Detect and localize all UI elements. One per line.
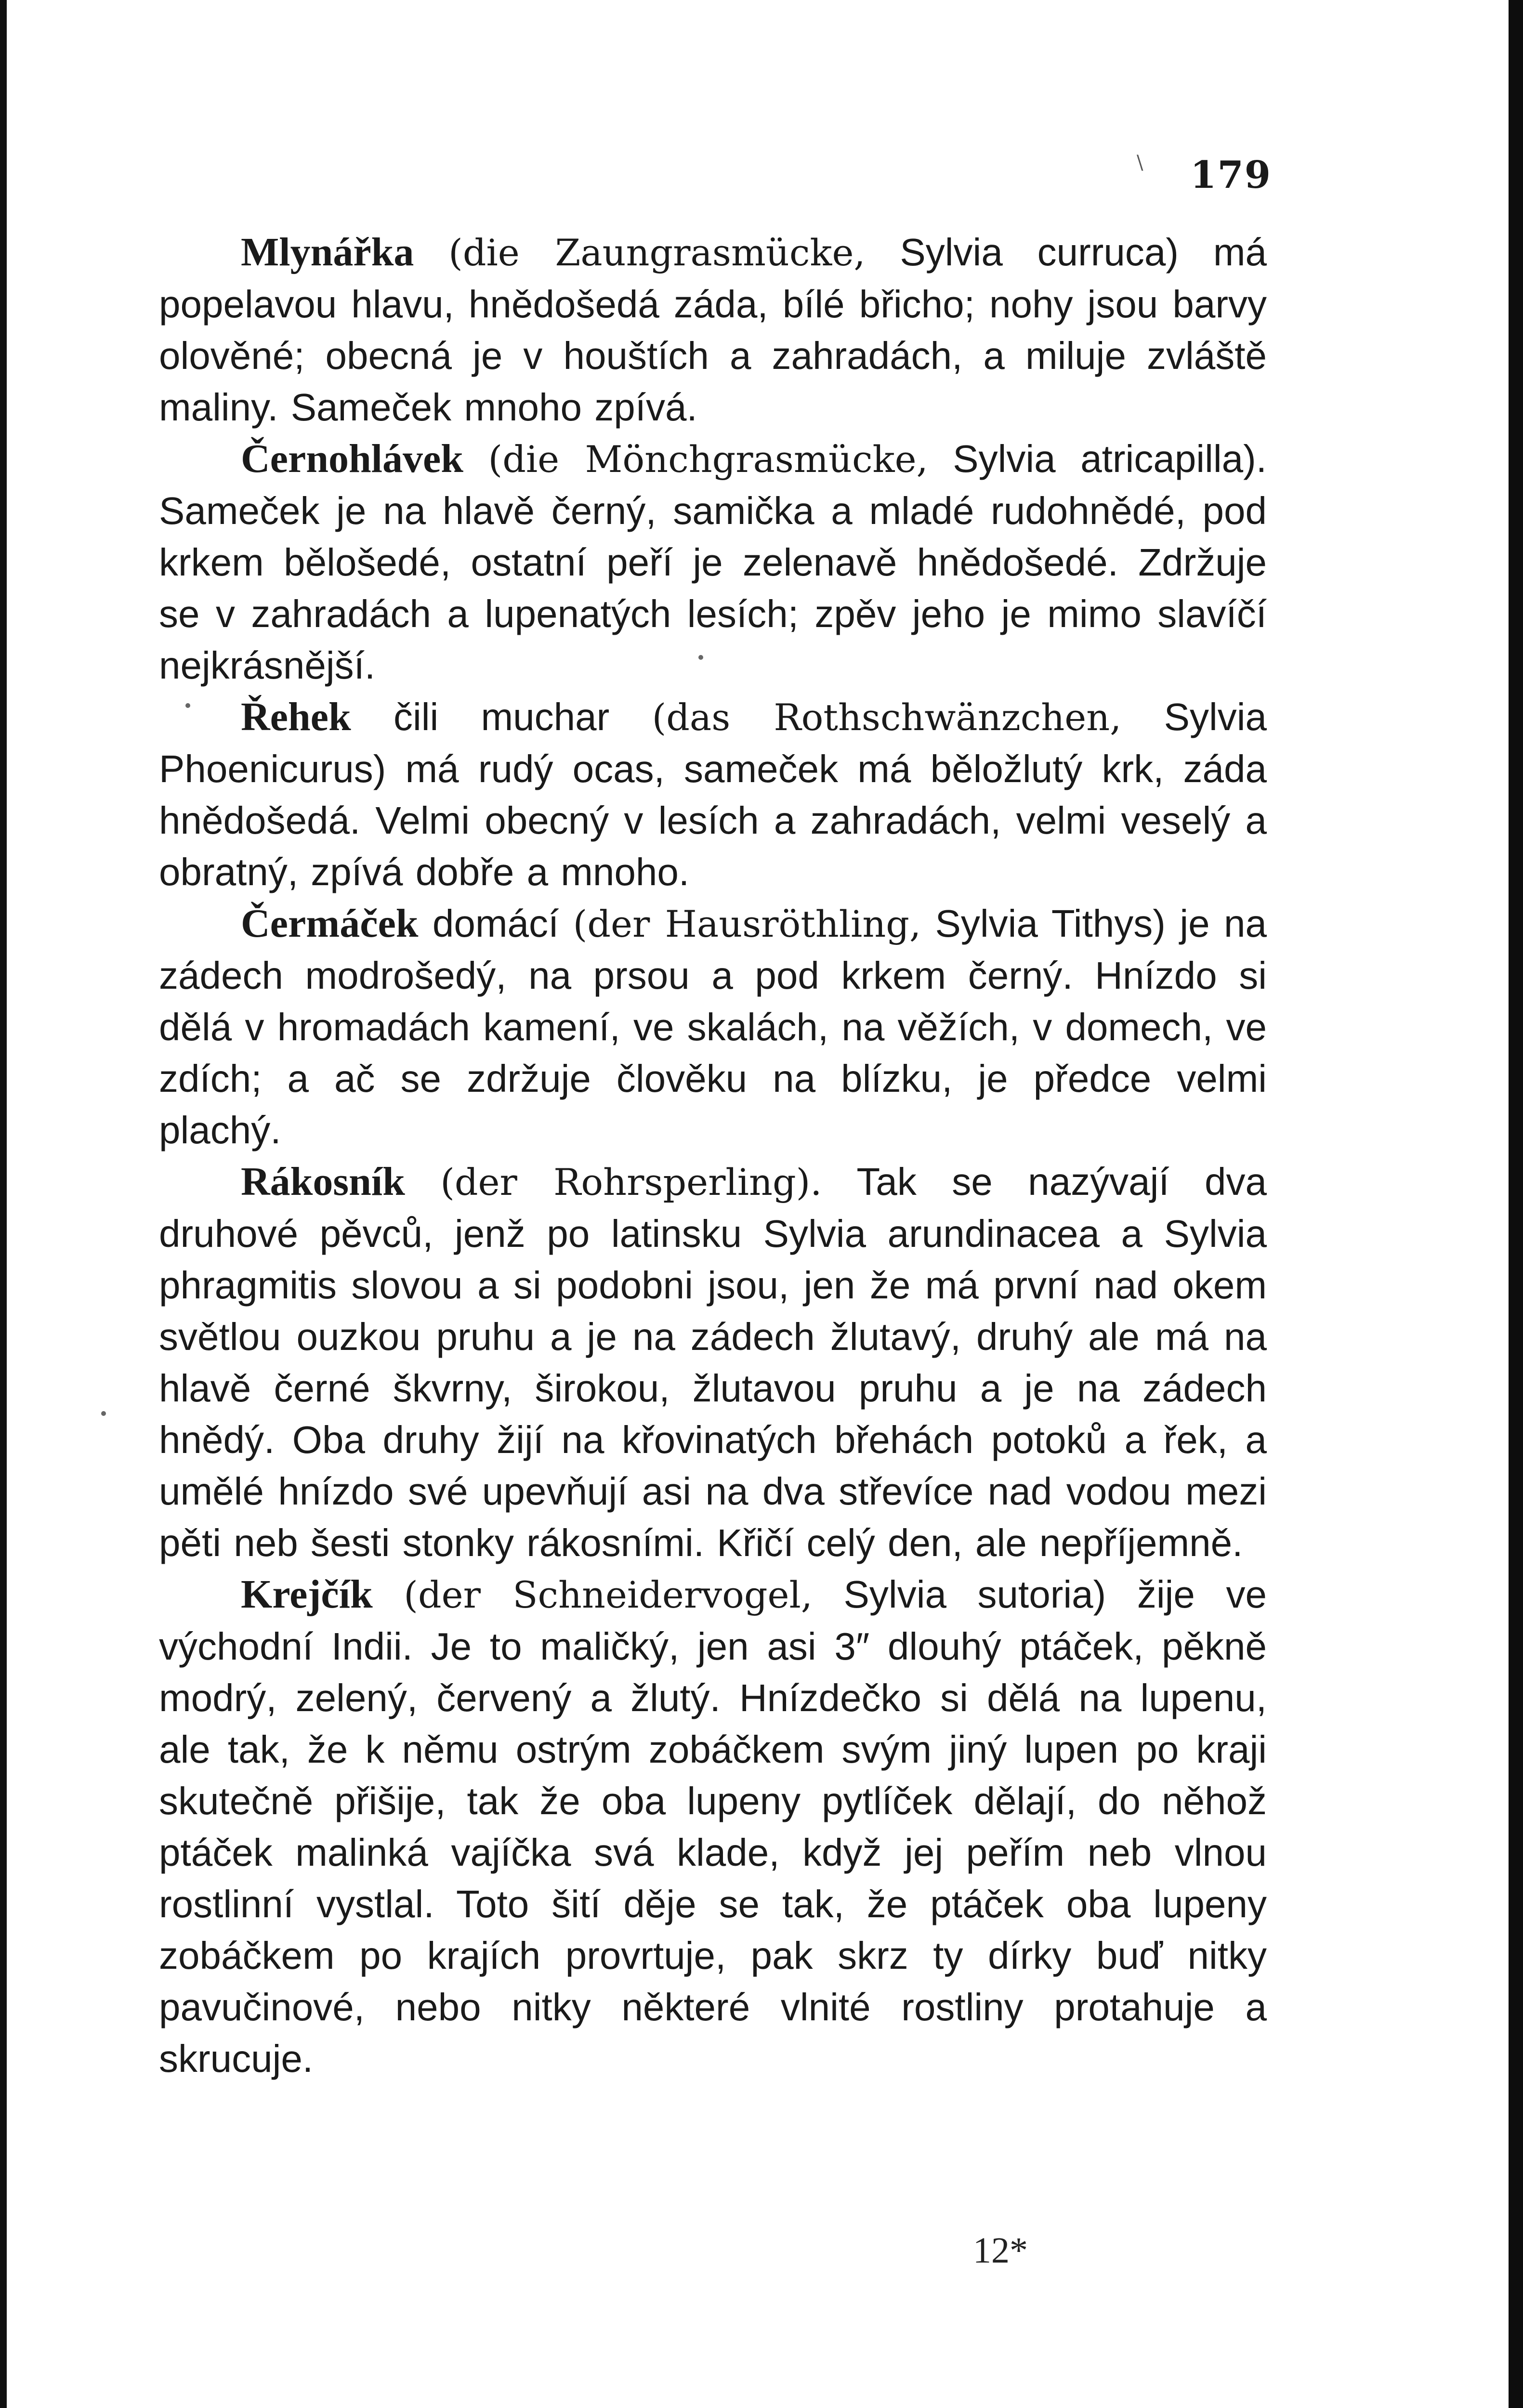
scan-edge-right — [1509, 0, 1523, 2408]
entry-text: Sylvia curruca) má popelavou hlavu, hnědošedá záda, bílé břicho; nohy jsou barvy olověné; obecná je v houštích a zahradách, a miluje zvláště maliny. Sameček mnoho zpívá. — [159, 231, 1267, 429]
entry-term: Rákosník — [241, 1159, 405, 1204]
entry-term: Čermáček — [241, 901, 419, 946]
entry-cernohlavek — [159, 433, 1267, 691]
entry-term-extra: domácí — [418, 902, 559, 945]
scan-speck — [698, 655, 703, 660]
entry-german-name: (das Rothschwänzchen, — [652, 696, 1122, 739]
page-body — [159, 226, 1267, 2084]
entry-german-name: (der Rohrsperling). — [440, 1161, 822, 1204]
entry-german-name: (die Mönchgrasmücke, — [488, 438, 928, 481]
entry-rakosnik — [159, 1156, 1267, 1569]
entry-text: Sylvia Tithys) je na zádech modrošedý, na prsou a pod krkem černý. Hnízdo si dělá v hromadách kamení, ve skalách, na věžích, v domech, ve zdích; a ač se zdržuje člověku na blízku, je předce velmi plachý. — [159, 902, 1267, 1152]
scan-speck — [185, 703, 190, 708]
entry-rehek — [159, 691, 1267, 898]
page-number: 179 — [1190, 153, 1272, 197]
entry-mlynarka — [159, 226, 1267, 433]
entry-german-name: (der Hausröthling, — [573, 903, 921, 945]
scan-edge-left — [0, 0, 7, 2408]
entry-german-name: (der Schneidervogel, — [404, 1573, 813, 1616]
scan-speck — [101, 1411, 106, 1416]
entry-term: Černohlávek — [241, 436, 463, 481]
entry-krejcik — [159, 1569, 1267, 2084]
entry-term: Řehek — [241, 694, 351, 739]
entry-text: Sylvia sutoria) žije ve východní Indii. Je to maličký, jen asi 3″ dlouhý ptáček, pěkně modrý, zelený, červený a žlutý. Hnízdečko si dělá na lupenu, ale tak, že k němu ostrým zobáčkem svým jiný lupen po kraji skutečně přišije, tak že oba lupeny pytlíček dělají, do něhož ptáček malinká vajíčka svá klade, když jej peřím neb vlnou rostlinní vystlal. Toto šití děje se tak, že ptáček oba lupeny zobáčkem po krajích provrtuje, pak skrz ty dírky buď nitky pavučinové, nebo nitky některé vlnité rostliny protahuje a skrucuje. — [159, 1573, 1267, 2080]
entry-term: Krejčík — [241, 1572, 373, 1617]
printer-signature: 12* — [973, 2230, 1028, 2271]
entry-term: Mlynářka — [241, 230, 414, 275]
entry-cermacek — [159, 898, 1267, 1156]
entry-german-name: (die Zaungrasmücke, — [448, 231, 866, 274]
entry-term-extra: čili muchar — [351, 695, 610, 738]
entry-text: Sylvia Phoenicurus) má rudý ocas, sameček má běložlutý krk, záda hnědošedá. Velmi obecný v lesích a zahradách, velmi veselý a obratný, zpívá dobře a mnoho. — [159, 695, 1267, 893]
stray-mark: \ — [1137, 152, 1143, 174]
entry-text: Tak se nazývají dva druhové pěvců, jenž po latinsku Sylvia arundinacea a Sylvia phragmitis slovou a si podobni jsou, jen že má první nad okem světlou ouzkou pruhu a je na zádech žlutavý, druhý ale má na hlavě černé škvrny, širokou, žlutavou pruhu a je na zádech hnědý. Oba druhy žijí na křovinatých břehách potoků a řek, a umělé hnízdo své upevňují asi na dva střevíce nad vodou mezi pěti neb šesti stonky rákosními. Křičí celý den, ale nepříjemně. — [159, 1160, 1267, 1564]
entry-text: Sylvia atricapilla). Sameček je na hlavě černý, samička a mladé rudohnědé, pod krkem bělošedé, ostatní peří je zelenavě hnědošedé. Zdržuje se v zahradách a lupenatých lesích; zpěv jeho je mimo slavíčí nejkrásnější. — [159, 437, 1267, 687]
